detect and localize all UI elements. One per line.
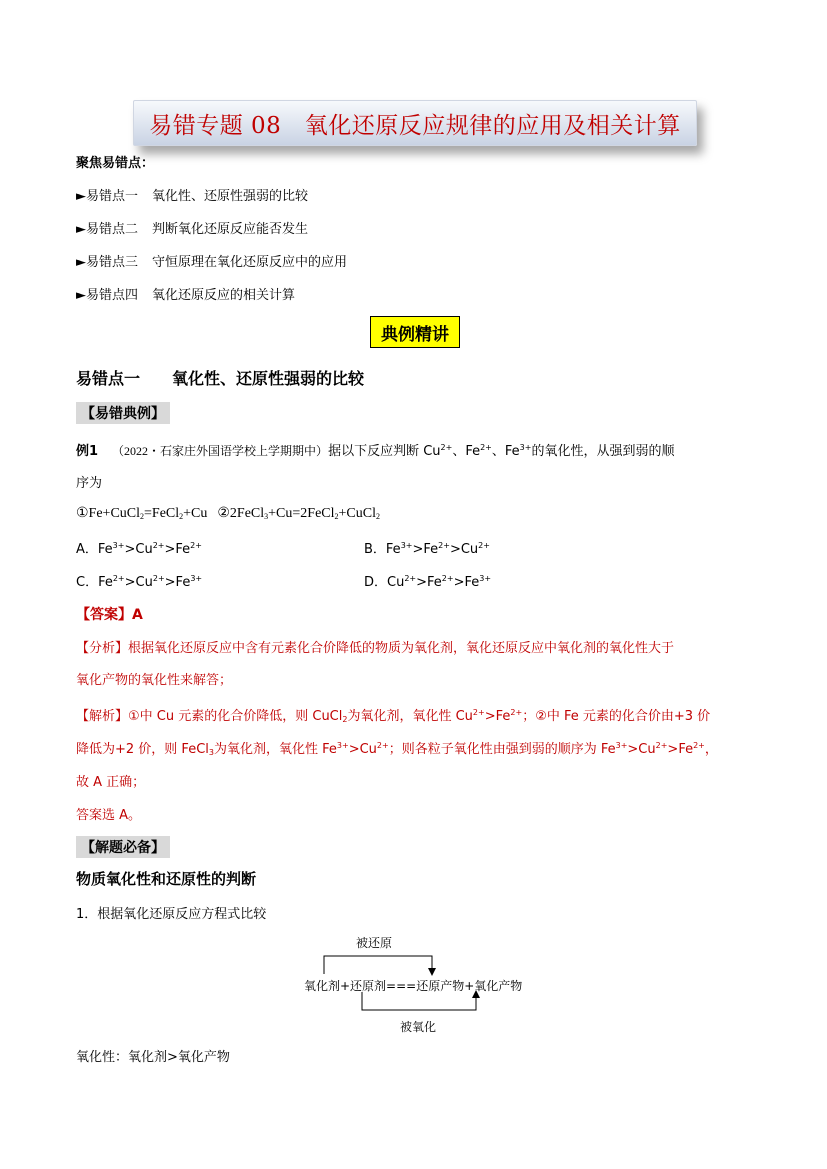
option-b[interactable] [364, 538, 490, 557]
reactions [76, 505, 380, 522]
option-a[interactable] [76, 538, 202, 557]
explain-text: >Cu [627, 742, 656, 757]
superscript: 2+ [440, 443, 453, 452]
focus-item [76, 284, 295, 303]
explain-text: ；②中 Fe 元素的化合价由+3 价 [522, 709, 711, 724]
option-text: >Fe [412, 542, 439, 557]
explain-text: ， [704, 742, 718, 757]
explain-line: 答案选 A。 [76, 808, 142, 823]
focus-item [76, 251, 347, 270]
focus-item-text: 判断氧化还原反应能否发生 [152, 222, 309, 237]
explain-line [76, 705, 710, 724]
solve-label: 【解题必备】 [76, 836, 170, 858]
superscript: 2+ [376, 741, 389, 750]
explain-text: >Fe [667, 742, 694, 757]
explain-text: >Cu [348, 742, 377, 757]
option-d[interactable] [364, 571, 491, 590]
title-banner [133, 100, 697, 146]
option-text: >Fe [453, 575, 480, 590]
point-heading-label: 易错点一 [76, 369, 141, 388]
focus-item-text: 氧化性、还原性强弱的比较 [152, 189, 309, 204]
subscript: 3 [264, 512, 269, 521]
arrow-head [428, 968, 436, 976]
reaction-text: +Cu=2FeCl [268, 506, 335, 521]
superscript: 2+ [152, 574, 165, 583]
superscript: 3+ [112, 541, 125, 550]
diagram-bottom-label: 被氧化 [400, 1020, 437, 1034]
subscript: 2 [342, 715, 348, 724]
question-text: 、Fe [491, 444, 520, 459]
focus-item-text: 守恒原理在氧化还原反应中的应用 [152, 255, 348, 270]
superscript: 2+ [190, 541, 202, 550]
superscript: 2+ [112, 574, 125, 583]
superscript: 2+ [480, 443, 492, 452]
option-text: >Fe [416, 575, 442, 590]
option-text: >Fe [164, 542, 191, 557]
point-heading-text: 氧化性、还原性强弱的比较 [172, 369, 365, 388]
superscript: 2+ [152, 541, 165, 550]
subscript: 2 [375, 512, 380, 521]
explain-text: 降低为+2 价，则 FeCl [76, 742, 209, 757]
option-text: B．Fe [364, 542, 401, 557]
focus-item [76, 185, 308, 204]
option-text: A．Fe [76, 542, 113, 557]
explain-text: ；则各粒子氧化性由强到弱的顺序为 Fe [388, 742, 616, 757]
example-number: 例1 [76, 444, 99, 459]
method-1: 1．根据氧化还原反应方程式比较 [76, 907, 267, 922]
subscript: 2 [140, 512, 145, 521]
focus-item-label: ►易错点二 [76, 222, 138, 237]
reaction-text: +CuCl [338, 506, 376, 521]
reduction-arrow [324, 956, 432, 974]
example-question-line2: 序为 [76, 476, 103, 491]
option-text: >Cu [449, 542, 479, 557]
reaction-text: ①Fe+CuCl [76, 506, 141, 521]
conclusion: 氧化性：氧化剂>氧化产物 [76, 1050, 230, 1065]
explain-text: 为氧化剂，氧化性 Cu [347, 709, 473, 724]
analysis-line: 【分析】根据氧化还原反应中含有元素化合价降低的物质为氧化剂，氧化还原反应中氧化剂的氧化性大于 [76, 641, 675, 656]
superscript: 2+ [438, 541, 450, 550]
superscript: 3+ [615, 741, 628, 750]
subscript: 3 [208, 748, 214, 757]
question-text: 据以下反应判断 Cu [328, 444, 441, 459]
example-label: 【易错典例】 [76, 402, 170, 424]
explain-line: 故 A 正确； [76, 775, 146, 790]
reaction-text: ②2FeCl [217, 506, 265, 521]
explain-text: 为氧化剂，氧化性 Fe [213, 742, 337, 757]
focus-item-label: ►易错点三 [76, 255, 138, 270]
explain-line [76, 738, 718, 757]
analysis-line: 氧化产物的氧化性来解答； [76, 673, 233, 688]
redox-diagram [300, 928, 530, 1038]
superscript: 2+ [655, 741, 668, 750]
superscript: 2+ [478, 541, 490, 550]
focus-item-label: ►易错点一 [76, 189, 138, 204]
superscript: 3+ [519, 443, 532, 452]
page-title: 易错专题 08 氧化还原反应规律的应用及相关计算 [149, 112, 681, 139]
question-text: 的氧化性，从强到弱的顺 [531, 444, 675, 459]
superscript: 3+ [479, 574, 492, 583]
reaction-text: +Cu [183, 506, 208, 521]
explain-text: >Fe [484, 709, 511, 724]
focus-item-text: 氧化还原反应的相关计算 [152, 288, 296, 303]
superscript: 3+ [190, 574, 203, 583]
superscript: 2+ [441, 574, 454, 583]
focus-item-label: ►易错点四 [76, 288, 138, 303]
subheading: 物质氧化性和还原性的判断 [76, 870, 257, 888]
superscript: 3+ [336, 741, 349, 750]
diagram-top-label: 被还原 [356, 936, 393, 950]
option-c[interactable] [76, 571, 202, 590]
subscript: 2 [334, 512, 339, 521]
diagram-equation: 氧化剂+还原剂===还原产物+氧化产物 [304, 979, 523, 993]
focus-heading: 聚焦易错点： [76, 156, 155, 171]
option-text: >Fe [164, 575, 191, 590]
superscript: 2+ [404, 574, 417, 583]
explain-text: 【解析】①中 Cu 元素的化合价降低，则 CuCl [76, 709, 343, 724]
oxidation-arrow [362, 992, 476, 1010]
focus-item [76, 218, 308, 237]
subscript: 2 [179, 512, 184, 521]
point-heading [76, 366, 364, 389]
question-text: 、Fe [452, 444, 481, 459]
reaction-text: =FeCl [144, 506, 180, 521]
superscript: 3+ [400, 541, 413, 550]
superscript: 2+ [472, 708, 485, 717]
option-text: D．Cu [364, 575, 405, 590]
section-badge: 典例精讲 [370, 316, 460, 348]
answer: 【答案】A [76, 607, 143, 623]
option-text: >Cu [124, 542, 153, 557]
example-source: （2022・石家庄外国语学校上学期期中） [112, 444, 329, 458]
option-text: C．Fe [76, 575, 113, 590]
superscript: 2+ [510, 708, 523, 717]
example-question [76, 440, 674, 459]
superscript: 2+ [693, 741, 705, 750]
option-text: >Cu [124, 575, 153, 590]
